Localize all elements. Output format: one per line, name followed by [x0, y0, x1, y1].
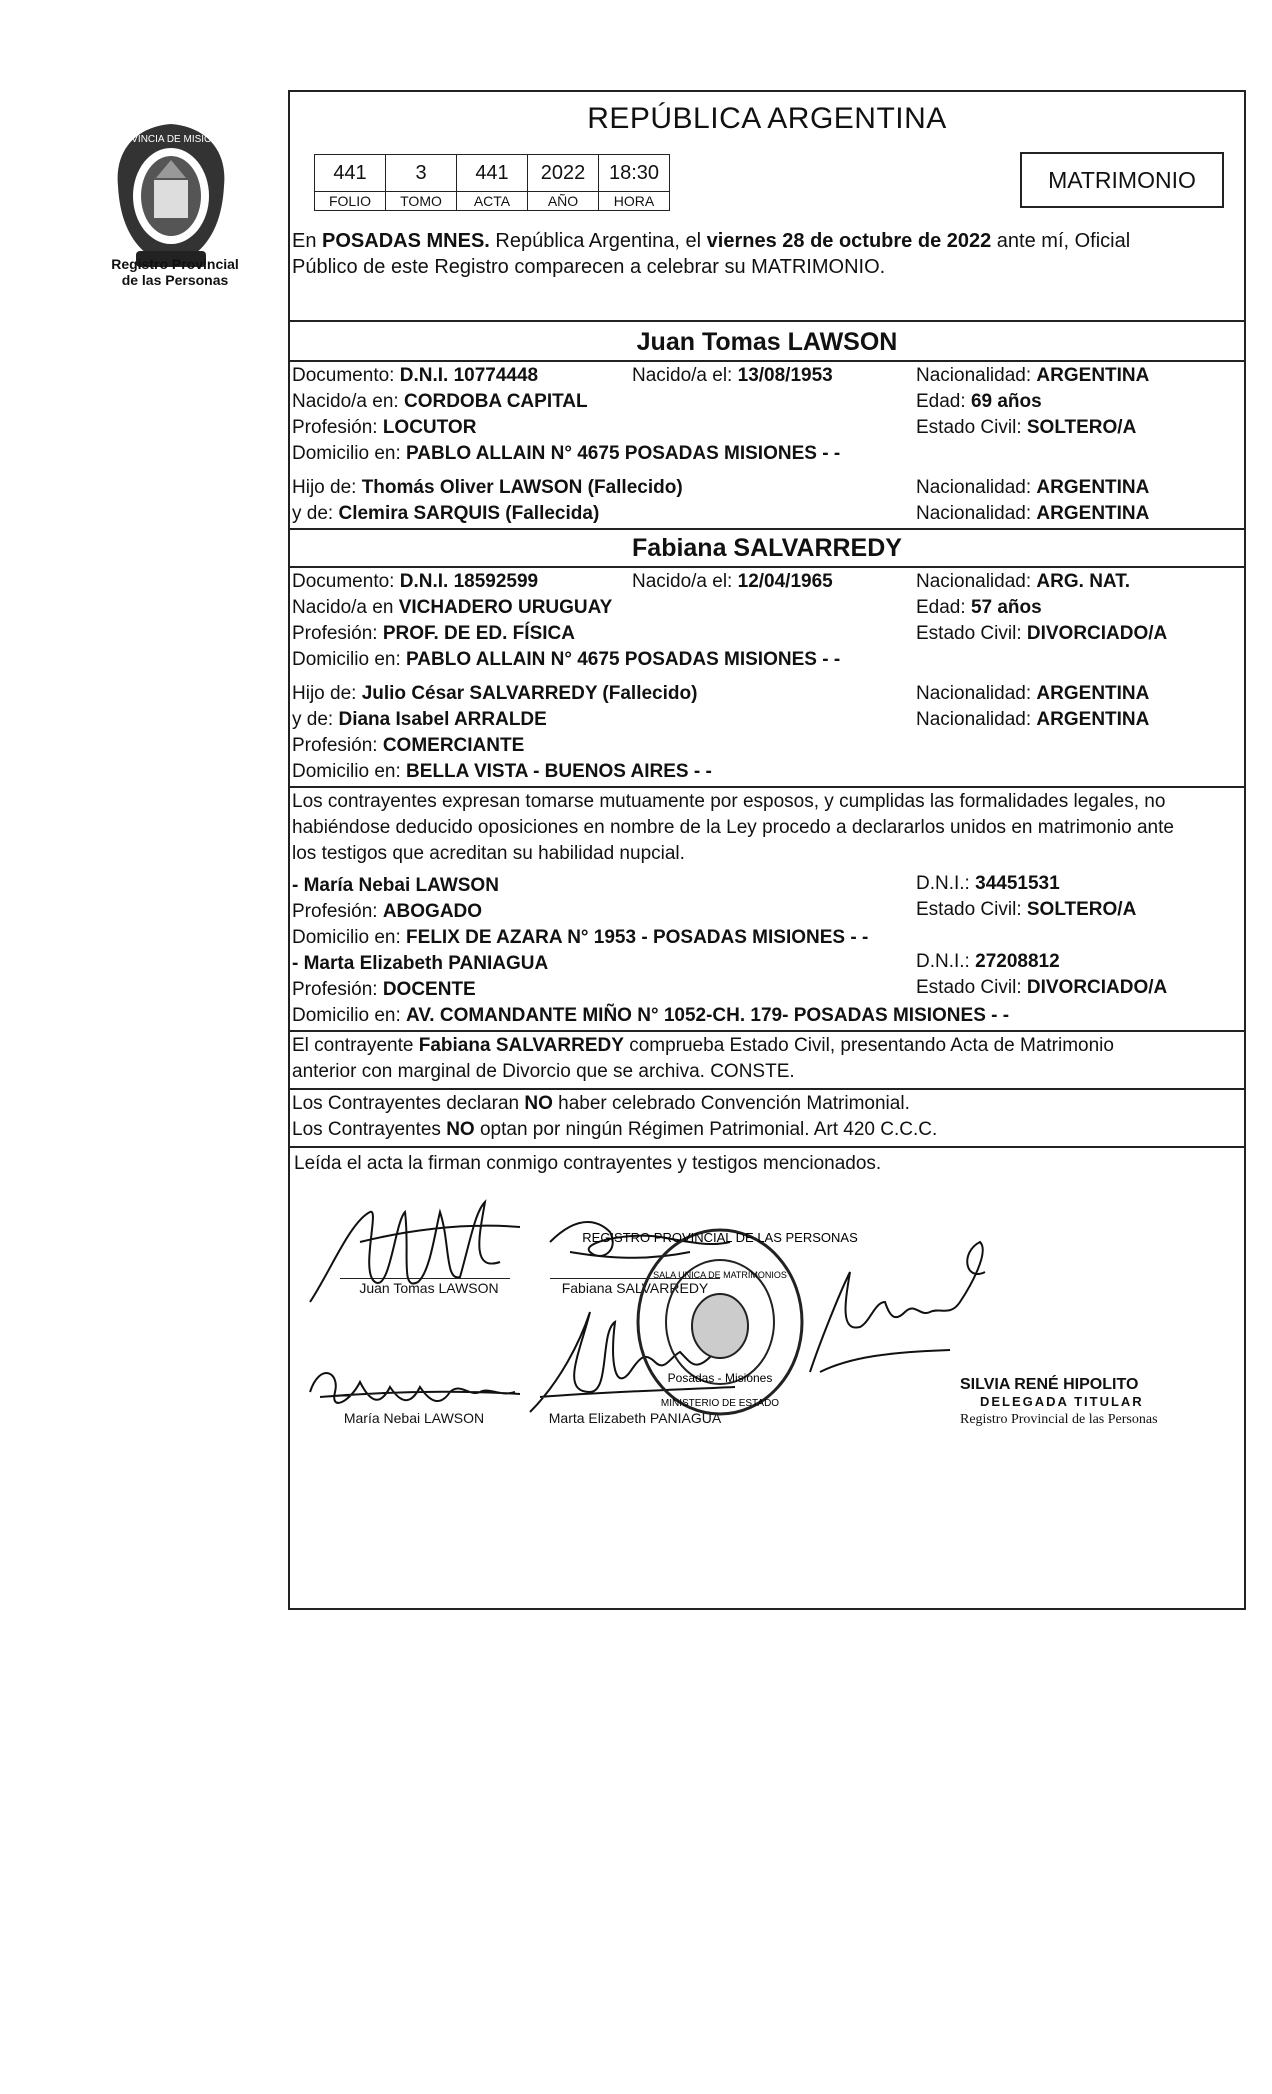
signature-caption-spouse1: Juan Tomas LAWSON — [359, 1280, 499, 1296]
witness2-address: Domicilio en: AV. COMANDANTE MIÑO N° 1052-CH. 179- POSADAS MISIONES - - — [292, 1005, 1010, 1026]
spouse1-address: Domicilio en: PABLO ALLAIN N° 4675 POSADAS MISIONES - - — [292, 443, 841, 464]
declaration-line2: habiéndose deducido oposiciones en nombre de la Ley procedo a declararlos unidos en matrimonio ante — [292, 817, 1174, 838]
witness2-civil-status: Estado Civil: DIVORCIADO/A — [916, 977, 1168, 998]
year-label: AÑO — [528, 192, 599, 211]
spouse2-mother-profession: Profesión: COMERCIANTE — [292, 735, 525, 756]
spouse1-name: Juan Tomas LAWSON — [636, 328, 898, 356]
witness1-civil-status: Estado Civil: SOLTERO/A — [916, 899, 1137, 920]
signature-caption-witness1: María Nebai LAWSON — [343, 1410, 485, 1426]
stamp-outer-text: REGISTRO PROVINCIAL DE LAS PERSONAS — [582, 1230, 858, 1245]
spouse2-mother-address: Domicilio en: BELLA VISTA - BUENOS AIRES - - — [292, 761, 712, 782]
registry-caption-line1: Registro Provincial — [111, 256, 239, 272]
spouse2-father-nationality: Nacionalidad: ARGENTINA — [916, 683, 1150, 704]
divorce-note-line1: El contrayente Fabiana SALVARREDY comprueba Estado Civil, presentando Acta de Matrimonio — [292, 1035, 1114, 1056]
folio-label: FOLIO — [315, 192, 386, 211]
intro-line1 — [292, 228, 1238, 254]
spouse1-profession: Profesión: LOCUTOR — [292, 417, 477, 438]
intro-line2: Público de este Registro comparecen a celebrar su MATRIMONIO. — [292, 256, 886, 278]
intro-text: ante mí, Oficial — [991, 230, 1131, 252]
witness1-address: Domicilio en: FELIX DE AZARA N° 1953 - POSADAS MISIONES - - — [292, 927, 869, 948]
witness2-name: - Marta Elizabeth PANIAGUA — [292, 953, 549, 974]
folio-value: 441 — [315, 155, 386, 192]
year-value: 2022 — [528, 155, 599, 192]
signature-spouse1 — [300, 1182, 540, 1312]
tomo-label: TOMO — [386, 192, 457, 211]
spouse1-nationality: Nacionalidad: ARGENTINA — [916, 365, 1150, 386]
hour-label: HORA — [599, 192, 670, 211]
official-org: Registro Provincial de las Personas — [960, 1412, 1158, 1427]
signature-caption-witness2: Marta Elizabeth PANIAGUA — [548, 1410, 722, 1426]
spouse2-name: Fabiana SALVARREDY — [632, 534, 902, 562]
registry-data-table — [314, 154, 670, 211]
spouse1-age: Edad: 69 años — [916, 391, 1042, 412]
page-title: REPÚBLICA ARGENTINA — [587, 102, 947, 135]
spouse1-birthdate: Nacido/a el: 13/08/1953 — [632, 365, 833, 386]
spouse2-address: Domicilio en: PABLO ALLAIN N° 4675 POSADAS MISIONES - - — [292, 649, 841, 670]
acta-value: 441 — [457, 155, 528, 192]
spouse2-age: Edad: 57 años — [916, 597, 1042, 618]
marriage-certificate — [288, 90, 1246, 1610]
stamp-base-text: MINISTERIO DE ESTADO — [660, 1398, 780, 1409]
spouse1-document: Documento: D.N.I. 10774448 — [292, 365, 539, 386]
acta-label: ACTA — [457, 192, 528, 211]
spouse2-mother-nationality: Nacionalidad: ARGENTINA — [916, 709, 1150, 730]
spouse1-father: Hijo de: Thomás Oliver LAWSON (Fallecido) — [292, 477, 683, 498]
spouse2-birthdate: Nacido/a el: 12/04/1965 — [632, 571, 833, 592]
stamp-bottom-text: Posadas - Misiones — [667, 1371, 773, 1385]
intro-text: En — [292, 230, 323, 252]
declaration-line3: los testigos que acreditan su habilidad nupcial. — [292, 843, 685, 864]
spouse1-civil-status: Estado Civil: SOLTERO/A — [916, 417, 1137, 438]
witness2-dni: D.N.I.: 27208812 — [916, 951, 1060, 972]
witness2-profession: Profesión: DOCENTE — [292, 979, 476, 1000]
spouse2-document: Documento: D.N.I. 18592599 — [292, 571, 539, 592]
registry-caption — [90, 256, 260, 288]
official-title: DELEGADA TITULAR — [980, 1394, 1144, 1409]
spouse2-civil-status: Estado Civil: DIVORCIADO/A — [916, 623, 1168, 644]
hour-value: 18:30 — [599, 155, 670, 192]
spouse1-birthplace: Nacido/a en: CORDOBA CAPITAL — [292, 391, 588, 412]
witness1-name: - María Nebai LAWSON — [292, 875, 499, 896]
regime-line2: Los Contrayentes NO optan por ningún Régimen Patrimonial. Art 420 C.C.C. — [292, 1119, 938, 1140]
signature-caption-spouse2: Fabiana SALVARREDY — [561, 1280, 709, 1296]
spouse2-father: Hijo de: Julio César SALVARREDY (Fallecido) — [292, 683, 698, 704]
official-name: SILVIA RENÉ HIPOLITO — [960, 1376, 1139, 1393]
spouse2-mother: y de: Diana Isabel ARRALDE — [292, 709, 547, 730]
witness1-dni: D.N.I.: 34451531 — [916, 873, 1060, 894]
spouse1-father-nationality: Nacionalidad: ARGENTINA — [916, 477, 1150, 498]
divorce-note-line2: anterior con marginal de Divorcio que se archiva. CONSTE. — [292, 1061, 795, 1082]
intro-place: POSADAS MNES. — [322, 230, 490, 252]
spouse2-profession: Profesión: PROF. DE ED. FÍSICA — [292, 623, 575, 644]
intro-text: República Argentina, el — [489, 230, 707, 252]
spouse1-mother: y de: Clemira SARQUIS (Fallecida) — [292, 503, 600, 524]
regime-line1: Los Contrayentes declaran NO haber celebrado Convención Matrimonial. — [292, 1093, 910, 1114]
spouse1-mother-nationality: Nacionalidad: ARGENTINA — [916, 503, 1150, 524]
stamp-inner-text: SALA UNICA DE MATRIMONIOS — [653, 1270, 787, 1280]
tomo-value: 3 — [386, 155, 457, 192]
closing-text: Leída el acta la firman conmigo contrayentes y testigos mencionados. — [294, 1153, 882, 1174]
spouse2-nationality: Nacionalidad: ARG. NAT. — [916, 571, 1131, 592]
declaration-line1: Los contrayentes expresan tomarse mutuamente por esposos, y cumplidas las formalidades legales, no — [292, 791, 1166, 812]
signature-witness1 — [300, 1352, 530, 1422]
witness1-profession: Profesión: ABOGADO — [292, 901, 483, 922]
registry-caption-line2: de las Personas — [121, 272, 229, 288]
svg-text:PROVINCIA DE MISIONES: PROVINCIA DE MISIONES — [109, 134, 233, 145]
signature-official — [790, 1232, 1010, 1382]
act-type-box: MATRIMONIO — [1020, 152, 1224, 208]
spouse2-birthplace: Nacido/a en VICHADERO URUGUAY — [292, 597, 613, 618]
intro-date: viernes 28 de octubre de 2022 — [706, 230, 992, 252]
